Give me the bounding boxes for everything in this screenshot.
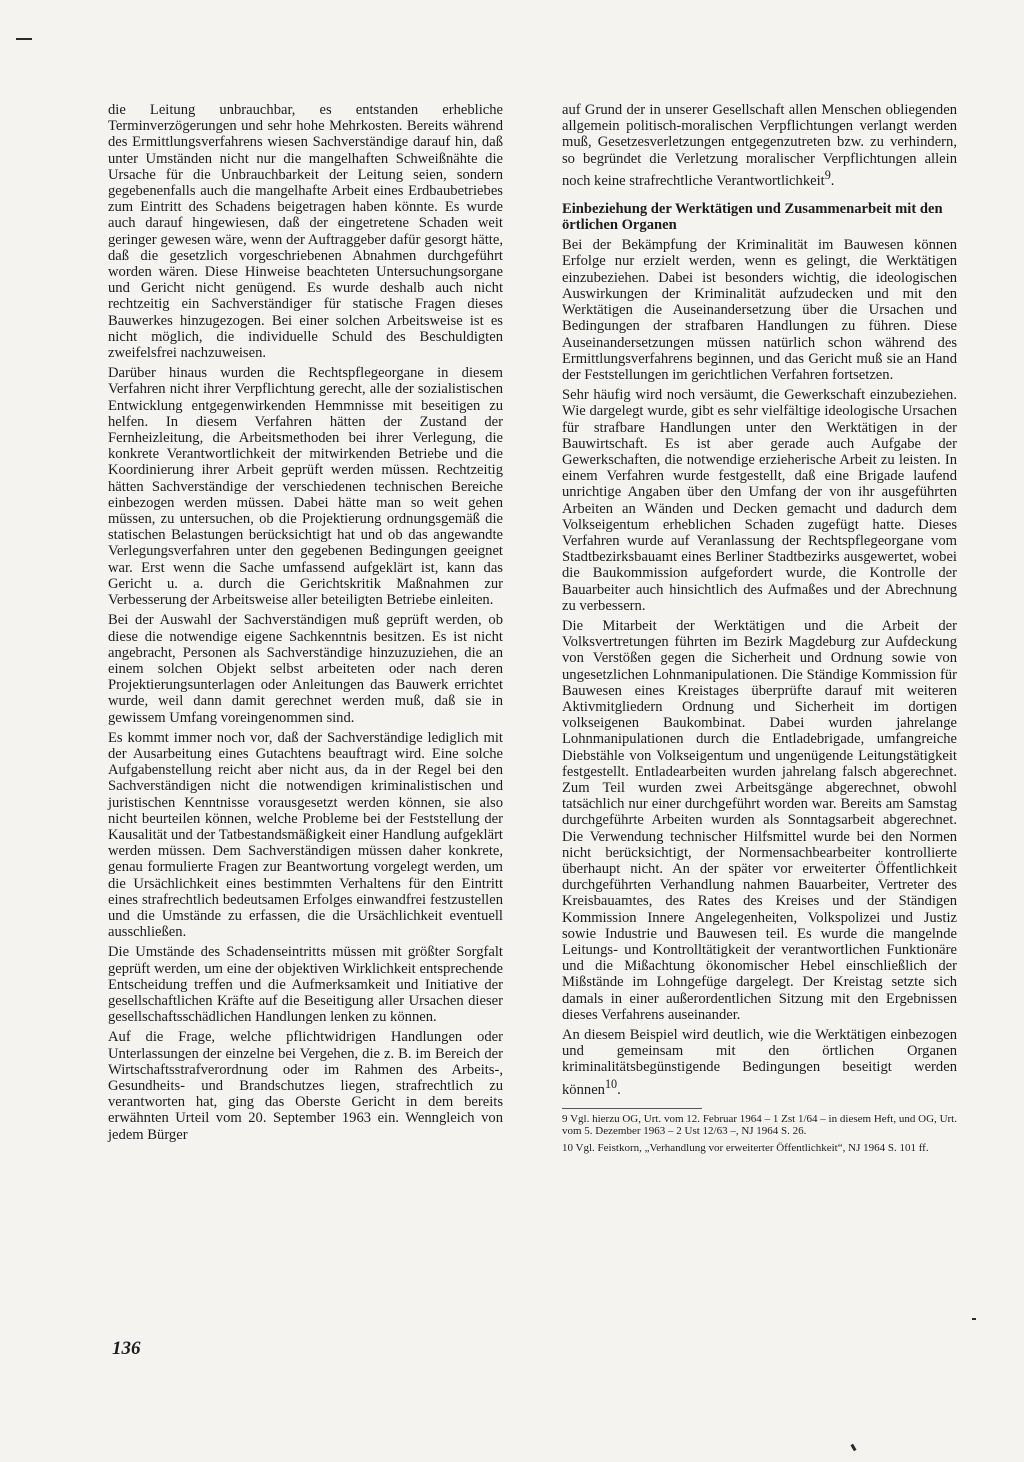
paragraph-closing-text: An diesem Beispiel wird deutlich, wie die Werktätigen einbezogen und gemeinsam mit den örtlichen Organen kriminalitätsbegünstigende Bedingungen beseitigt werden können <box>562 1027 957 1098</box>
footnote: 9 Vgl. hierzu OG, Urt. vom 12. Februar 1964 – 1 Zst 1/64 – in diesem Heft, und OG, Urt. vom 5. Dezember 1963 – 2 Ust 12/63 –, NJ 1964 S. 26. <box>562 1112 957 1138</box>
footnote-ref: 10 <box>604 1076 618 1091</box>
paragraph-intro-text: auf Grund der in unserer Gesellschaft allen Menschen obliegenden allgemein politisch-moralischen Verpflichtungen verlangt werden muß, Gesetzesverletzungen entgegenzutreten bzw. zu verhindern, so begründet die Verletzung moralischer Verpflichtungen allein noch keine strafrechtliche Verantwortlichkeit <box>562 102 957 189</box>
paragraph-intro: auf Grund der in unserer Gesellschaft allen Menschen obliegenden allgemein politisch-moralischen Verpflichtungen verlangt werden muß, Gesetzesverletzungen entgegenzutreten bzw. zu verhindern, so begründet die Verletzung moralischer Verpflichtungen allein noch keine strafrechtliche Verantwortlichkeit$^9$. <box>562 102 957 189</box>
footnote-divider <box>562 1108 702 1109</box>
left-column <box>108 102 503 1143</box>
paragraph: Bei der Auswahl der Sachverständigen muß geprüft werden, ob diese die notwendige eigene Sachkenntnis besitzen. Es ist nicht angebracht, Personen als Sachverständige hinzuzuziehen, die an einem solchen Objekt selbst arbeiteten oder nach deren Projektierungsunterlagen oder Anleitungen das Bauwerk errichtet wurde, weil dann damit gerechnet werden muß, daß sie in gewissem Umfang voreingenommen sind. <box>108 612 503 726</box>
paragraph: Sehr häufig wird noch versäumt, die Gewerkschaft einzubeziehen. Wie dargelegt wurde, gibt es sehr vielfältige ideologische Ursachen für strafbare Handlungen unter den Werktätigen in der Bauwirtschaft. Es ist aber gerade auch Aufgabe der Gewerkschaften, die notwendige erzieherische Arbeit zu leisten. In einem Verfahren wurde festgestellt, daß eine Brigade laufend unrichtige Angaben über den Umfang der von ihr ausgeführten Arbeiten an Wänden und Decken gemacht und dadurch dem Volkseigentum erheblichen Schaden zugefügt hatte. Dieses Verfahren wurde auf Veranlassung der Rechtspflegeorgane vom Stadtbezirksbauamt eines Berliner Stadtbezirks ausgewertet, wobei die Baukommission aufgefordert wurde, die Kontrolle der Bauarbeiter auch hinsichtlich des Aufmaßes und der Abrechnung zu verbessern. <box>562 387 957 614</box>
section-heading: Einbeziehung der Werktätigen und Zusammenarbeit mit den örtlichen Organen <box>562 200 943 234</box>
paragraph: Es kommt immer noch vor, daß der Sachverständige lediglich mit der Ausarbeitung eines Gutachtens beauftragt wird. Eine solche Aufgabenstellung reicht aber nicht aus, da in der Regel bei den Sachverständigen nicht die notwendigen kriminalistischen und juristischen Kenntnisse vorausgesetzt werden können, sie also nicht beurteilen können, welche Probleme bei der Feststellung der Kausalität und der Tatbestandsmäßigkeit einer Handlung aufgeklärt werden müssen. Dem Sachverständigen müssen daher konkrete, genau formulierte Fragen zur Beantwortung vorgelegt werden, um die Ursächlichkeit eines bestimmten Verhaltens für den Eintritt eines strafrechtlich bedeutsamen Erfolges einwandfrei festzustellen und die Umstände zu erfassen, die die Ursächlichkeit eventuell ausschließen. <box>108 729 503 941</box>
footnote-ref: 9 <box>824 167 831 182</box>
scan-mark <box>16 38 32 40</box>
paragraph: Auf die Frage, welche pflichtwidrigen Handlungen oder Unterlassungen der einzelne bei Vergehen, die z. B. im Bereich der Wirtschaftsstrafverordnung oder im Rahmen des Arbeits-, Gesundheits- und Brandschutzes liegen, strafrechtlich zu verantworten hat, ging das Oberste Gericht in dem bereits erwähnten Urteil vom 20. September 1963 ein. Wenngleich von jedem Bürger <box>108 1029 503 1143</box>
scan-mark <box>972 1318 976 1320</box>
paragraph: die Leitung unbrauchbar, es entstanden erhebliche Terminverzögerungen und sehr hohe Mehrkosten. Bereits während des Ermittlungsverfahrens wiesen Sachverständige darauf hin, daß unter Umständen nicht nur die mangelhaften Schweißnähte die Ursache für die Unbrauchbarkeit der Leitung seien, sondern gegebenenfalls auch die mangelhafte Arbeit eines Erdbaubetriebes zum Eintritt des Schadens beigetragen haben könnte. Es wurde auch darauf hingewiesen, daß der eingetretene Schaden weit geringer gewesen wäre, wenn der Auftraggeber dafür gesorgt hätte, daß die gesetzlich vorgeschriebenen Abnahmen durchgeführt worden wären. Diese Hinweise beachteten Untersuchungsorgane und Gericht nicht genügend. Es wurde deshalb auch nicht rechtzeitig ein Sachverständiger für statische Fragen dieses Bauwerkes hinzugezogen. Bei einer solchen Arbeitsweise ist es nicht möglich, die individuelle Schuld des Beschuldigten zweifelsfrei nachzuweisen. <box>108 102 503 362</box>
paragraph: Die Mitarbeit der Werktätigen und die Arbeit der Volksvertretungen führten im Bezirk Magdeburg zur Aufdeckung von Verstößen gegen die Sicherheit und Ordnung sowie von ungesetzlichen Lohnmanipulationen. Die Ständige Kommission für Bauwesen eines Kreistages überprüfte darauf mit weiteren Aktivmitgliedern Ordnung und Sicherheit im dortigen volkseigenen Baukombinat. Dabei wurden jahrelange Lohnmanipulationen durch die Entladebrigade, umfangreiche Diebstähle von Volkseigentum und ungenügende Leitungstätigkeit festgestellt. Entladearbeiten wurden jahrelang falsch abgerechnet. Zum Teil wurden zwei Arbeitsgänge abgerechnet, obwohl tatsächlich nur einer durchgeführt worden war. Bereits am Samstag durchgeführte Arbeiten wurden als Sonntagsarbeit abgerechnet. Die Verwendung technischer Hilfsmittel wurde bei den Normen nicht berücksichtigt, der Normensachbearbeiter kontrollierte überhaupt nicht. An der später vor erweiterter Öffentlichkeit durchgeführten Verhandlung nahmen Bauarbeiter, Vertreter des Kreisbauamtes, des Rates des Kreises und der Ständigen Kommission Innere Angelegenheiten, Volkspolizei und Justiz sowie Industrie und Bauwesen teil. Es wurde die mangelnde Leitungs- und Kontrolltätigkeit der verantwortlichen Funktionäre und die Mißachtung ökonomischer Hebel einschließlich der Mißstände im Lohngefüge dargelegt. Der Kreistag setzte sich damals in einer außerordentlichen Sitzung mit den Ergebnissen dieses Verfahrens auseinander. <box>562 617 957 1023</box>
page-number: 136 <box>112 1338 141 1359</box>
paragraph: Darüber hinaus wurden die Rechtspflegeorgane in diesem Verfahren nicht ihrer Verpflichtung gerecht, alle der sozialistischen Entwicklung entgegenwirkenden Hemmnisse mit beseitigen zu helfen. In diesem Verfahren hätten der Zustand der Fernheizleitung, die Arbeitsmethoden bei ihrer Verlegung, die konkrete Verantwortlichkeit der mitwirkenden Betriebe und die Koordinierung ihrer Arbeit geprüft werden müssen. Rechtzeitig hätten Sachverständige der verschiedenen technischen Bereiche einbezogen werden müssen. Dabei hätte man so weit gehen müssen, zu untersuchen, ob die Projektierung ordnungsgemäß die statischen Belastungen berücksichtigt hat und ob das angewandte Verlegungsverfahren unter den gegebenen Bedingungen geeignet war. Erst wenn die Sache umfassend aufgeklärt ist, kann das Gericht u. a. durch die Gerichtskritik Maßnahmen zur Verbesserung der Arbeitsweise aller beteiligten Betriebe einleiten. <box>108 365 503 609</box>
footnote: 10 Vgl. Feistkorn, „Verhandlung vor erweiterter Öffentlichkeit“, NJ 1964 S. 101 ff. <box>562 1141 929 1154</box>
paragraph: Bei der Bekämpfung der Kriminalität im Bauwesen können Erfolge nur erzielt werden, wenn es gelingt, die Werktätigen einzubeziehen. Dabei ist besonders wichtig, die ideologischen Auswirkungen der Kriminalität aufzudecken und mit den Werktätigen die Auseinandersetzung über die Ursachen und Bedingungen der strafbaren Handlungen zu führen. Diese Auseinandersetzungen müssen natürlich schon während des Ermittlungsverfahrens beginnen, und das Gericht muß sie an Hand der Feststellungen im gerichtlichen Verfahren fortsetzen. <box>562 237 957 383</box>
scan-mark <box>850 1444 856 1452</box>
paragraph: Die Umstände des Schadenseintritts müssen mit größter Sorgfalt geprüft werden, um eine der objektiven Wirklichkeit entsprechende Entscheidung treffen und die Aufmerksamkeit und Initiative der gesellschaftlichen Kräfte auf die Beseitigung aller Ursachen dieser gesellschaftsschädlichen Handlungen lenken zu können. <box>108 944 503 1026</box>
paragraph-closing: An diesem Beispiel wird deutlich, wie die Werktätigen einbezogen und gemeinsam mit den örtlichen Organen kriminalitätsbegünstigende Bedingungen beseitigt werden können$^{10}$. <box>562 1027 957 1098</box>
right-column <box>562 102 957 1154</box>
